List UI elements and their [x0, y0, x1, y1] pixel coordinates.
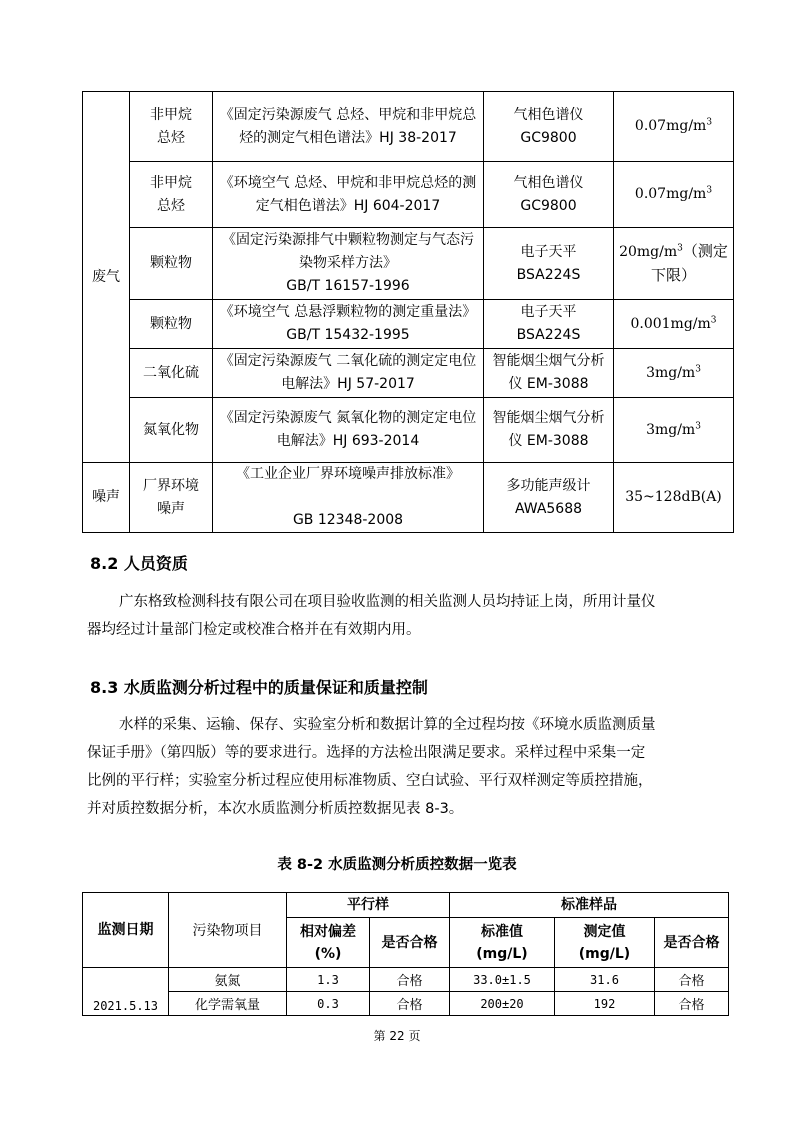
limit-note: （测定下限） [650, 241, 728, 284]
instrument-cell: 智能烟尘烟气分析仪 EM-3088 [484, 349, 614, 398]
item-cell: 化学需氧量 [169, 992, 287, 1016]
table-row [83, 300, 734, 349]
limit-cell [614, 300, 734, 349]
paragraph-line: 并对质控数据分析，本次水质监测分析质控数据见表 8-3。 [87, 801, 464, 817]
date-cell: 2021.5.13 [83, 968, 169, 1016]
header-pollutant: 污染物项目 [169, 893, 287, 968]
paragraph-line: 水样的采集、运输、保存、实验室分析和数据计算的全过程均按《环境水质监测质量 [119, 717, 656, 733]
limit-sup: 3 [706, 185, 713, 196]
paragraph-line: 比例的平行样；实验室分析过程应使用标准物质、空白试验、平行双样测定等质控措施， [87, 773, 653, 789]
table-row [83, 92, 734, 162]
limit-cell [614, 398, 734, 463]
method-cell: 《环境空气 总悬浮颗粒物的测定重量法》GB/T 15432-1995 [213, 300, 484, 349]
item-cell: 氨氮 [169, 968, 287, 992]
pollutant-cell: 颗粒物 [130, 300, 213, 349]
limit-value: 0.07mg/m [634, 118, 707, 134]
method-cell: 《固定污染源废气 二氧化硫的测定定电位电解法》HJ 57-2017 [213, 349, 484, 398]
qc-table [82, 892, 729, 1016]
paragraph-line: 保证手册》（第四版）等的要求进行。选择的方法检出限满足要求。采样过程中采集一定 [87, 745, 646, 761]
method-table [82, 91, 734, 533]
header-pass: 是否合格 [370, 918, 450, 968]
table-row [83, 398, 734, 463]
std-cell: 200±20 [450, 992, 555, 1016]
table-row [83, 349, 734, 398]
instrument-cell: 气相色谱仪 GC9800 [484, 92, 614, 162]
pass-cell: 合格 [655, 992, 729, 1016]
measured-cell: 31.6 [555, 968, 655, 992]
paragraph-8-2 [87, 588, 735, 644]
limit-sup: 3 [695, 363, 701, 374]
header-parallel: 平行样 [287, 893, 450, 918]
paragraph-line: 器均经过计量部门检定或校准合格并在有效期内用。 [87, 622, 421, 638]
header-date: 监测日期 [83, 893, 169, 968]
table-row [83, 228, 734, 300]
method-cell: 《固定污染源排气中颗粒物测定与气态污染物采样方法》 GB/T 16157-1996 [213, 228, 484, 300]
table-header-row [83, 893, 729, 918]
header-pass: 是否合格 [655, 918, 729, 968]
method-cell: 《固定污染源废气 总烃、甲烷和非甲烷总烃的测定气相色谱法》HJ 38-2017 [213, 92, 484, 162]
limit-cell [614, 463, 734, 533]
limit-sup: 3 [695, 420, 701, 431]
limit-value: 0.001mg/m [630, 315, 711, 332]
page-number: 第 22 页 [373, 1029, 421, 1043]
method-cell: 《环境空气 总烃、甲烷和非甲烷总烃的测定气相色谱法》HJ 604-2017 [213, 162, 484, 228]
table-row [83, 968, 729, 992]
limit-value: 20mg/m [619, 243, 678, 260]
rel-dev-cell: 0.3 [287, 992, 370, 1016]
measured-cell: 192 [555, 992, 655, 1016]
header-rel-dev: 相对偏差 (%) [287, 918, 370, 968]
table-row [83, 992, 729, 1016]
instrument-cell: 电子天平 BSA224S [484, 228, 614, 300]
method-cell: 《固定污染源废气 氮氧化物的测定定电位电解法》HJ 693-2014 [213, 398, 484, 463]
pass-cell: 合格 [655, 968, 729, 992]
instrument-cell: 多功能声级计 AWA5688 [484, 463, 614, 533]
limit-value: 3mg/m [646, 364, 696, 381]
limit-cell [614, 349, 734, 398]
header-std-value: 标准值 (mg/L) [450, 918, 555, 968]
limit-sup: 3 [677, 242, 683, 253]
paragraph-line: 广东格致检测科技有限公司在项目验收监测的相关监测人员均持证上岗，所用计量仪 [119, 594, 656, 610]
table-row [83, 162, 734, 228]
instrument-cell: 气相色谱仪 GC9800 [484, 162, 614, 228]
instrument-cell: 智能烟尘烟气分析仪 EM-3088 [484, 398, 614, 463]
pollutant-cell: 厂界环境 噪声 [130, 463, 213, 533]
table-row [83, 463, 734, 533]
method-cell: 《工业企业厂界环境噪声排放标准》 GB 12348-2008 [213, 463, 484, 533]
paragraph-8-3 [87, 711, 735, 823]
limit-value: 35~128dB(A) [625, 489, 722, 505]
pollutant-cell: 二氧化硫 [130, 349, 213, 398]
pollutant-cell: 颗粒物 [130, 228, 213, 300]
std-cell: 33.0±1.5 [450, 968, 555, 992]
limit-cell [614, 228, 734, 300]
pollutant-cell: 氮氧化物 [130, 398, 213, 463]
section-heading-8-3: 8.3 水质监测分析过程中的质量保证和质量控制 [90, 678, 428, 697]
category-cell: 废气 [83, 92, 130, 463]
pollutant-cell: 非甲烷 总烃 [130, 92, 213, 162]
table-caption: 表 8-2 水质监测分析质控数据一览表 [277, 857, 517, 873]
limit-value: 3mg/m [646, 421, 696, 438]
pollutant-cell: 非甲烷 总烃 [130, 162, 213, 228]
limit-sup: 3 [706, 117, 713, 128]
rel-dev-cell: 1.3 [287, 968, 370, 992]
header-measured: 测定值 (mg/L) [555, 918, 655, 968]
header-standard: 标准样品 [450, 893, 729, 918]
pass-cell: 合格 [370, 992, 450, 1016]
limit-cell [614, 162, 734, 228]
pass-cell: 合格 [370, 968, 450, 992]
limit-value: 0.07mg/m [634, 186, 707, 202]
limit-cell [614, 92, 734, 162]
section-heading-8-2: 8.2 人员资质 [90, 554, 188, 573]
limit-sup: 3 [710, 314, 717, 325]
category-cell: 噪声 [83, 463, 130, 533]
instrument-cell: 电子天平 BSA224S [484, 300, 614, 349]
